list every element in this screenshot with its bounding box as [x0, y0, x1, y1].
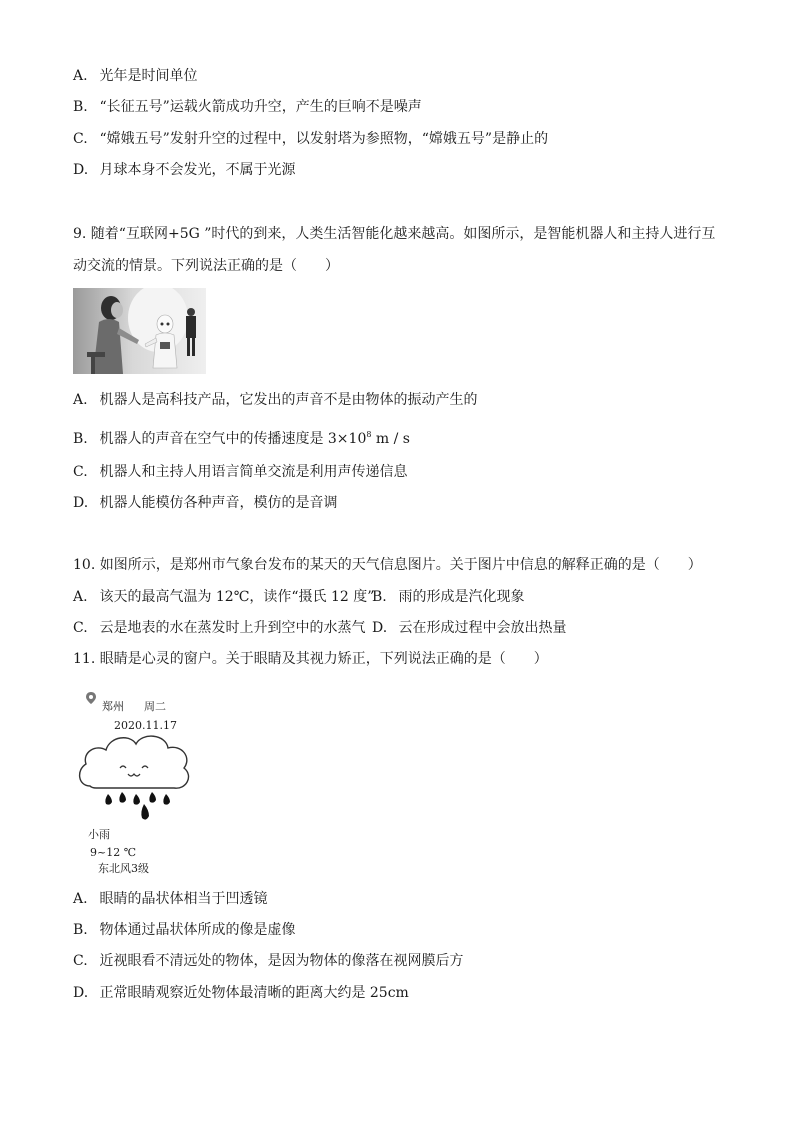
weather-date: 2020.11.17: [114, 719, 177, 732]
option-text: 机器人和主持人用语言简单交流是利用声传递信息: [99, 464, 408, 480]
q11-option-c: [73, 951, 463, 971]
option-text: “长征五号”运载火箭成功升空，产生的巨响不是噪声: [99, 99, 422, 115]
option-label: A.: [73, 891, 88, 907]
option-text: 眼睛的晶状体相当于凹透镜: [99, 891, 268, 907]
option-text: 该天的最高气温为 12℃，读作“摄氏 12 度”: [99, 589, 375, 605]
unit: m / s: [371, 431, 410, 447]
location-pin-icon: [86, 692, 96, 704]
q10-option-d: [372, 618, 566, 638]
q10-option-a: [73, 587, 374, 607]
q8-option-c: [73, 129, 548, 149]
option-label: B.: [372, 589, 387, 605]
q11-option-b: [73, 920, 295, 940]
option-label: D.: [372, 620, 388, 636]
q11-option-a: [73, 889, 267, 909]
q9-stem-line2: 动交流的情景。下列说法正确的是（ ）: [73, 258, 339, 274]
q9-option-a: [73, 390, 477, 410]
q11-stem: 11. 眼睛是心灵的窗户。关于眼睛及其视力矫正，下列说法正确的是（ ）: [73, 651, 548, 667]
robot-host-photo: [73, 288, 206, 374]
option-label: D.: [73, 162, 89, 178]
weather-condition: 小雨: [88, 828, 110, 841]
option-label: B.: [73, 922, 88, 938]
option-text: 雨的形成是汽化现象: [398, 589, 525, 605]
option-text: 云是地表的水在蒸发时上升到空中的水蒸气: [99, 620, 366, 636]
q8-option-d: [73, 160, 295, 180]
option-label: C.: [73, 953, 88, 969]
robot-host-illustration: [73, 288, 206, 374]
option-text: 光年是时间单位: [99, 68, 198, 84]
option-text: 近视眼看不清远处的物体，是因为物体的像落在视网膜后方: [99, 953, 464, 969]
q11-option-d: [73, 983, 409, 1003]
weather-city: 郑州: [102, 700, 124, 713]
q9-stem-line1: 9. 随着“互联网+5G ”时代的到来，人类生活智能化越来越高。如图所示，是智能机器人和主持人进行互: [73, 226, 716, 242]
option-label: D.: [73, 985, 89, 1001]
weather-temperature: 9~12 ℃: [90, 846, 137, 859]
q10-option-b: [372, 587, 524, 607]
option-label: B.: [73, 431, 88, 447]
q10-option-c: [73, 618, 365, 638]
weather-wind: 东北风3级: [98, 862, 149, 875]
option-text: “嫦娥五号”发射升空的过程中，以发射塔为参照物，“嫦娥五号”是静止的: [99, 131, 549, 147]
option-label: C.: [73, 464, 88, 480]
option-label: C.: [73, 620, 88, 636]
q9-option-d: [73, 493, 337, 513]
option-text: 机器人的声音在空气中的传播速度是 3×10: [99, 431, 367, 447]
option-label: C.: [73, 131, 88, 147]
option-text: 云在形成过程中会放出热量: [398, 620, 567, 636]
option-text: 机器人是高科技产品，它发出的声音不是由物体的振动产生的: [99, 392, 478, 408]
q9-option-c: [73, 462, 407, 482]
q8-option-b: [73, 97, 422, 117]
option-text: 正常眼睛观察近处物体最清晰的距离大约是 25cm: [99, 985, 409, 1001]
weather-card: [76, 690, 206, 880]
q9-option-b: [73, 425, 410, 449]
option-text: 物体通过晶状体所成的像是虚像: [99, 922, 296, 938]
weather-weekday: 周二: [144, 700, 166, 713]
option-label: A.: [73, 589, 88, 605]
option-label: B.: [73, 99, 88, 115]
option-label: A.: [73, 392, 88, 408]
exponent: 8: [366, 430, 372, 439]
q10-stem: 10. 如图所示，是郑州市气象台发布的某天的天气信息图片。关于图片中信息的解释正确的是（ ）: [73, 557, 702, 573]
option-text: 月球本身不会发光，不属于光源: [99, 162, 296, 178]
rain-cloud-icon: [76, 728, 194, 824]
option-text: 机器人能模仿各种声音，模仿的是音调: [99, 495, 338, 511]
option-label: A.: [73, 68, 88, 84]
q8-option-a: [73, 66, 197, 86]
option-label: D.: [73, 495, 89, 511]
